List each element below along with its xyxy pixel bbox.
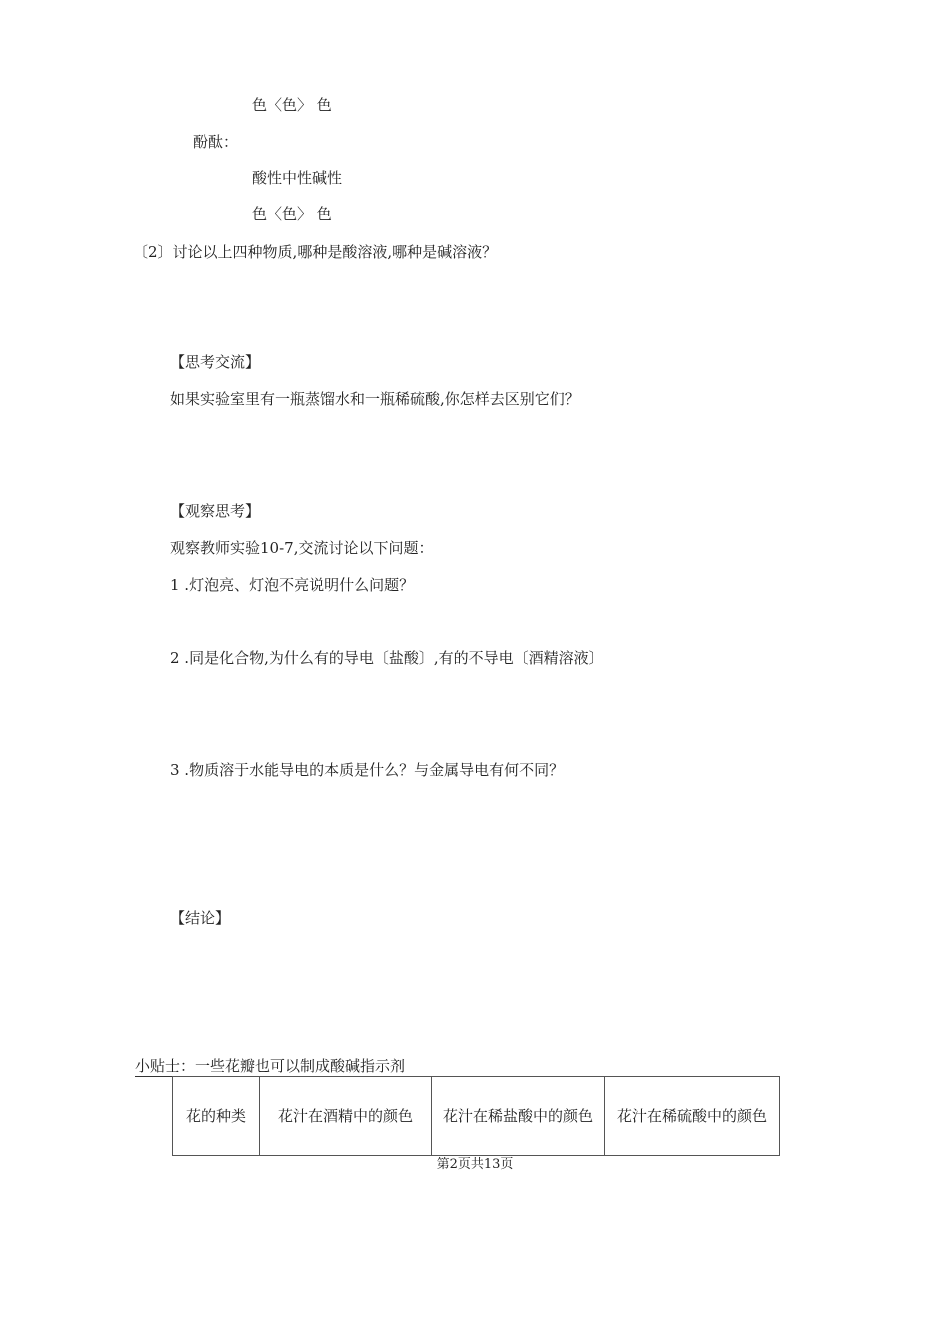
- observe-intro: 观察教师实验10-7,交流讨论以下问题：: [170, 539, 434, 557]
- table-header-row: [173, 1077, 780, 1156]
- think-exchange-title: 【思考交流】: [170, 353, 261, 371]
- header-h2so4-color: 花汁在稀硫酸中的颜色: [605, 1077, 780, 1156]
- color-row-2: 色〈色〉 色: [252, 205, 332, 223]
- tip-text: 小贴士：一些花瓣也可以制成酸碱指示剂: [135, 1057, 406, 1075]
- header-alcohol-color: 花汁在酒精中的颜色: [260, 1077, 432, 1156]
- question-2: 〔2〕讨论以上四种物质,哪种是酸溶液,哪种是碱溶液？: [133, 243, 498, 261]
- tip-line: [135, 1056, 405, 1076]
- observe-question-1: 1 .灯泡亮、灯泡不亮说明什么问题？: [170, 576, 415, 594]
- observe-think-title: 【观察思考】: [170, 502, 261, 520]
- color-row-1: 色〈色〉 色: [252, 96, 332, 114]
- header-hcl-color: 花汁在稀盐酸中的颜色: [432, 1077, 605, 1156]
- conclusion-title: 【结论】: [170, 909, 231, 927]
- think-exchange-question: 如果实验室里有一瓶蒸馏水和一瓶稀硫酸,你怎样去区别它们？: [170, 390, 580, 408]
- observe-question-2: 2 .同是化合物,为什么有的导电〔盐酸〕,有的不导电〔酒精溶液〕: [170, 649, 604, 667]
- phenolphthalein-label: 酚酞：: [193, 133, 239, 151]
- page-number: 第2页共13页: [436, 1157, 514, 1172]
- header-flower-type: 花的种类: [173, 1077, 260, 1156]
- flower-indicator-table: [172, 1076, 780, 1156]
- acidity-header-row: 酸性中性碱性: [252, 169, 343, 187]
- observe-question-3: 3 .物质溶于水能导电的本质是什么？与金属导电有何不同？: [170, 761, 565, 779]
